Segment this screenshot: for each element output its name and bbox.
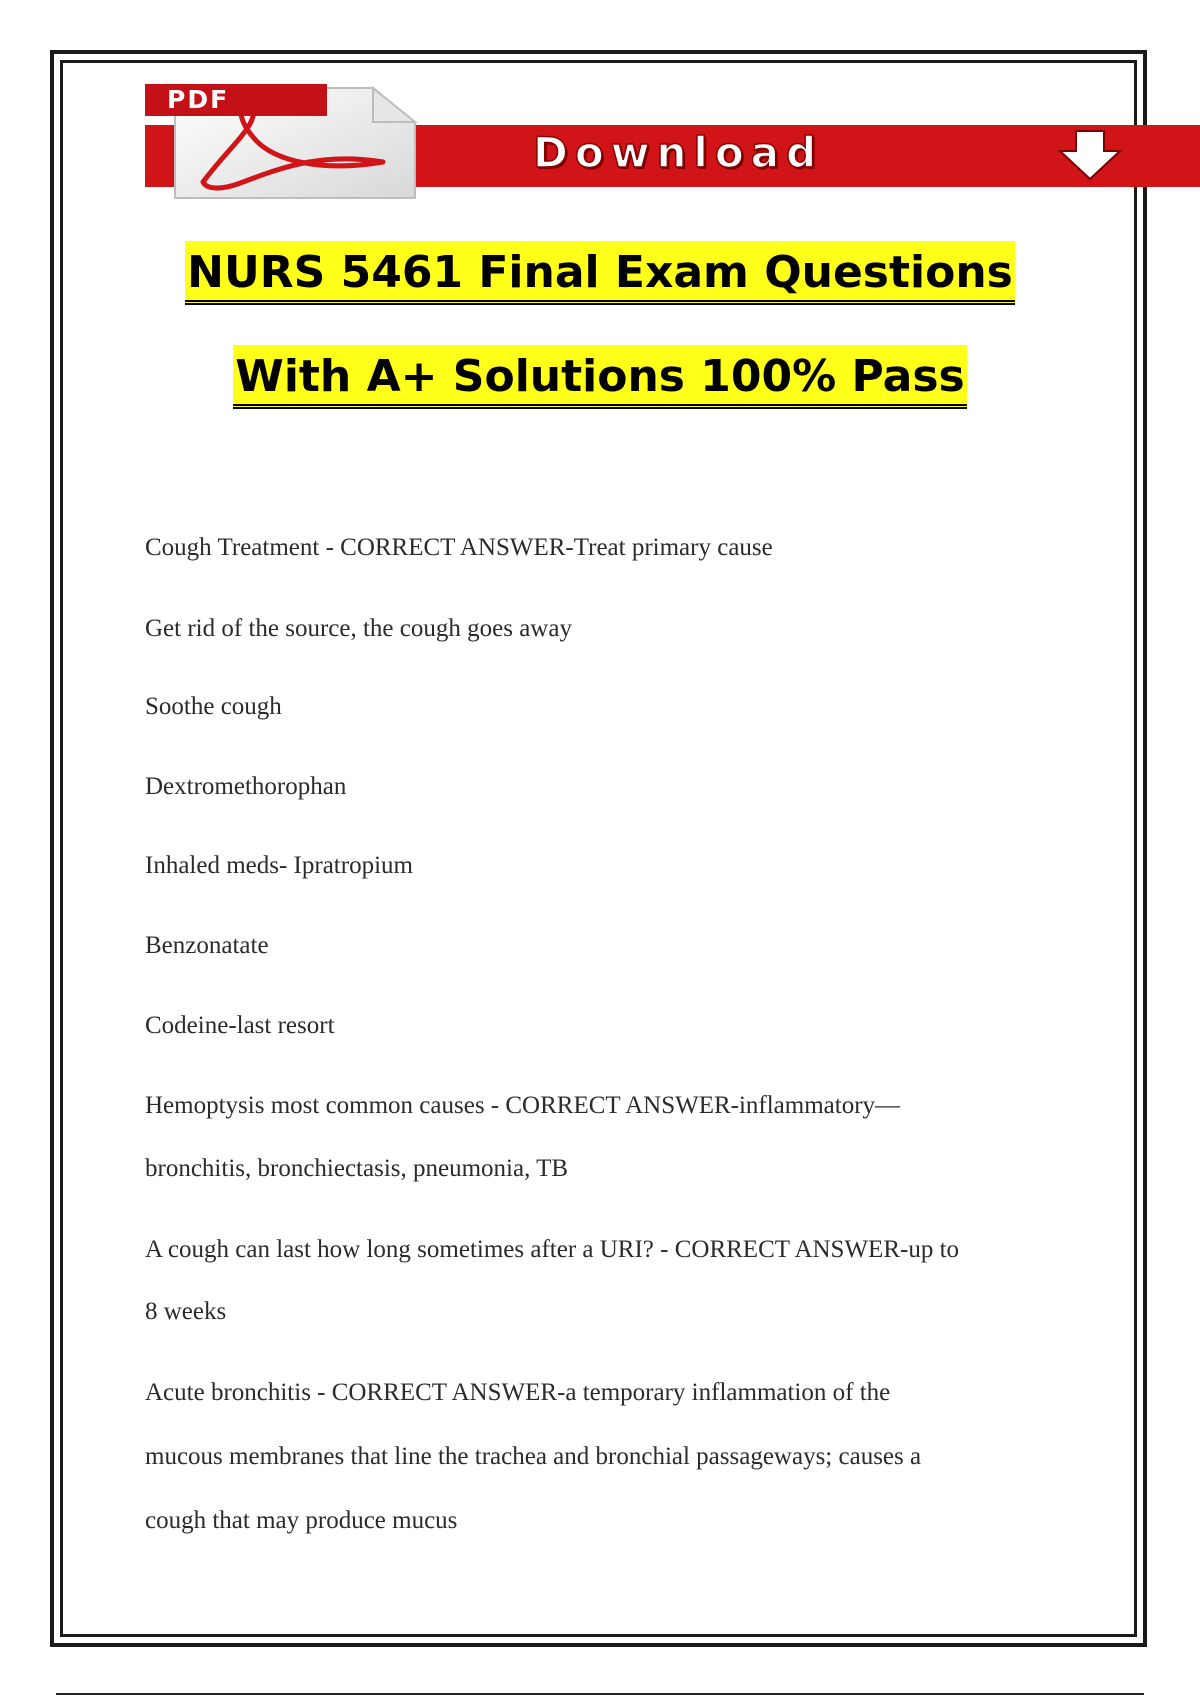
content-line: Cough Treatment - CORRECT ANSWER-Treat primary cause [145, 534, 773, 561]
content-line: mucous membranes that line the trachea and bronchial passageways; causes a [145, 1443, 922, 1470]
content-line: cough that may produce mucus [145, 1507, 458, 1534]
content-line: bronchitis, bronchiectasis, pneumonia, TB [145, 1155, 569, 1182]
footer-rule [56, 1693, 1144, 1695]
content-line: Acute bronchitis - CORRECT ANSWER-a temporary inflammation of the [145, 1379, 891, 1406]
content-line: Benzonatate [145, 932, 269, 959]
content-line: 8 weeks [145, 1298, 227, 1325]
content-line: Codeine-last resort [145, 1012, 335, 1039]
document-title-line-1: NURS 5461 Final Exam Questions [0, 247, 1200, 298]
content-line: A cough can last how long sometimes after a URI? - CORRECT ANSWER-up to [145, 1236, 960, 1263]
content-line: Get rid of the source, the cough goes away [145, 615, 572, 642]
document-title-line-2: With A+ Solutions 100% Pass [0, 351, 1200, 402]
download-label[interactable]: Download [533, 128, 824, 177]
download-arrow-icon[interactable] [1050, 127, 1130, 183]
content-line: Dextromethorophan [145, 773, 347, 800]
content-line: Inhaled meds- Ipratropium [145, 852, 413, 879]
content-line: Soothe cough [145, 693, 282, 720]
pdf-label: PDF [145, 84, 327, 116]
content-line: Hemoptysis most common causes - CORRECT ANSWER-inflammatory— [145, 1092, 901, 1119]
